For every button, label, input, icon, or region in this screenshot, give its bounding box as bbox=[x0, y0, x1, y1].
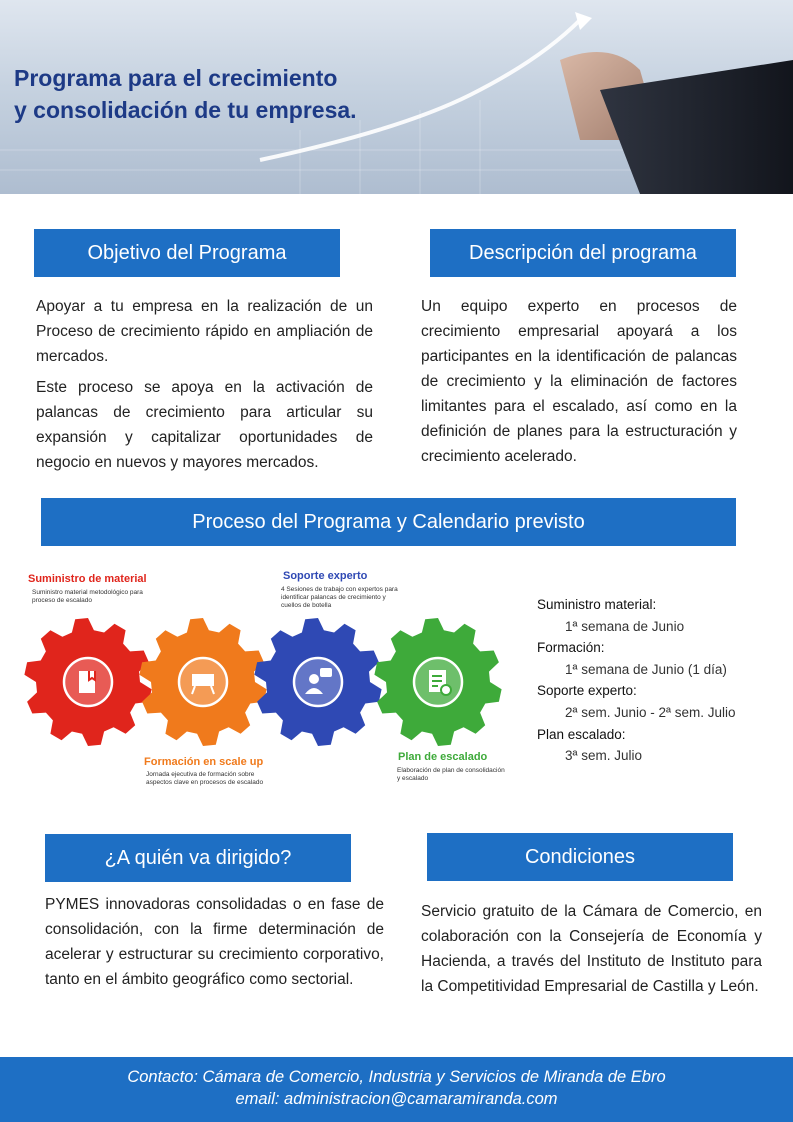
gear-1 bbox=[24, 618, 151, 746]
objetivo-heading: Objetivo del Programa bbox=[34, 229, 340, 277]
step-4-desc: Elaboración de plan de consolidación y escalado bbox=[397, 767, 505, 782]
title-line-1: Programa para el crecimiento bbox=[14, 65, 338, 91]
step-2-title: Formación en scale up bbox=[144, 756, 264, 768]
schedule-item-title: Soporte experto: bbox=[537, 683, 637, 699]
schedule-item bbox=[537, 637, 777, 680]
schedule-item-value: 1ª semana de Junio bbox=[565, 618, 685, 634]
contact-line: Contacto: Cámara de Comercio, Industria y Servicios de Miranda de Ebro bbox=[127, 1068, 666, 1086]
step-4-title: Plan de escalado bbox=[398, 751, 488, 763]
schedule-item-title: Formación: bbox=[537, 640, 605, 656]
step-3-title: Soporte experto bbox=[283, 570, 368, 582]
step-1-title: Suministro de material bbox=[28, 573, 147, 585]
condiciones-paragraph: Servicio gratuito de la Cámara de Comercio, en colaboración con la Consejería de Economía y Hacienda, a través del Instituto de Instituto para la Competitividad Empresarial de Castilla y León. bbox=[421, 903, 762, 995]
header-banner bbox=[0, 0, 793, 194]
descripcion-text bbox=[421, 294, 737, 475]
step-1-desc: Suministro material metodológico para proceso de escalado bbox=[32, 589, 143, 604]
objetivo-text bbox=[36, 294, 373, 481]
gear-4 bbox=[374, 618, 501, 746]
title-line-2: y consolidación de tu empresa. bbox=[14, 97, 357, 123]
schedule-list bbox=[537, 594, 777, 767]
dirigido-heading: ¿A quién va dirigido? bbox=[45, 834, 351, 882]
process-diagram bbox=[0, 560, 520, 810]
page-title bbox=[14, 62, 357, 126]
descripcion-paragraph: Un equipo experto en procesos de crecimiento empresarial apoyará a los participantes en la identificación de palancas de crecimiento y la eliminación de factores limitantes para el escalado, así como en la definición de planes para la estructuración y crecimiento acelerado. bbox=[421, 298, 737, 465]
contact-email[interactable]: email: administracion@camaramiranda.com bbox=[235, 1090, 558, 1108]
schedule-item-value: 2ª sem. Junio - 2ª sem. Julio bbox=[565, 704, 736, 720]
schedule-item bbox=[537, 594, 777, 637]
schedule-item-title: Suministro material: bbox=[537, 597, 657, 612]
proceso-heading: Proceso del Programa y Calendario previsto bbox=[41, 498, 736, 546]
schedule-item-title: Plan escalado: bbox=[537, 726, 626, 742]
gear-3 bbox=[254, 618, 381, 746]
descripcion-heading: Descripción del programa bbox=[430, 229, 736, 277]
condiciones-text bbox=[421, 899, 762, 1005]
dirigido-paragraph: PYMES innovadoras consolidadas o en fase de consolidación, con la firme determinación de acelerar y estructurar su crecimiento corporativo, tanto en el ámbito geográfico como sectorial. bbox=[45, 896, 384, 988]
gear-2 bbox=[139, 618, 266, 746]
schedule-item-value: 1ª semana de Junio (1 día) bbox=[565, 661, 727, 677]
schedule-item-value: 3ª sem. Julio bbox=[565, 748, 643, 764]
schedule-item bbox=[537, 680, 777, 723]
contact-footer bbox=[0, 1057, 793, 1122]
dirigido-text bbox=[45, 892, 384, 998]
book-icon bbox=[79, 671, 95, 693]
objetivo-paragraph-1: Apoyar a tu empresa en la realización de un Proceso de crecimiento rápido en ampliación de mercados. bbox=[36, 298, 373, 365]
schedule-item bbox=[537, 724, 777, 767]
step-3-desc: 4 Sesiones de trabajo con expertos para identificar palancas de crecimiento y cuellos de botella bbox=[281, 586, 398, 609]
condiciones-heading: Condiciones bbox=[427, 833, 733, 881]
objetivo-paragraph-2: Este proceso se apoya en la activación de palancas de crecimiento para articular su expansión y capitalizar oportunidades de negocio en nuevos y mayores mercados. bbox=[36, 379, 373, 471]
step-2-desc: Jornada ejecutiva de formación sobre aspectos clave en procesos de escalado bbox=[146, 771, 264, 786]
